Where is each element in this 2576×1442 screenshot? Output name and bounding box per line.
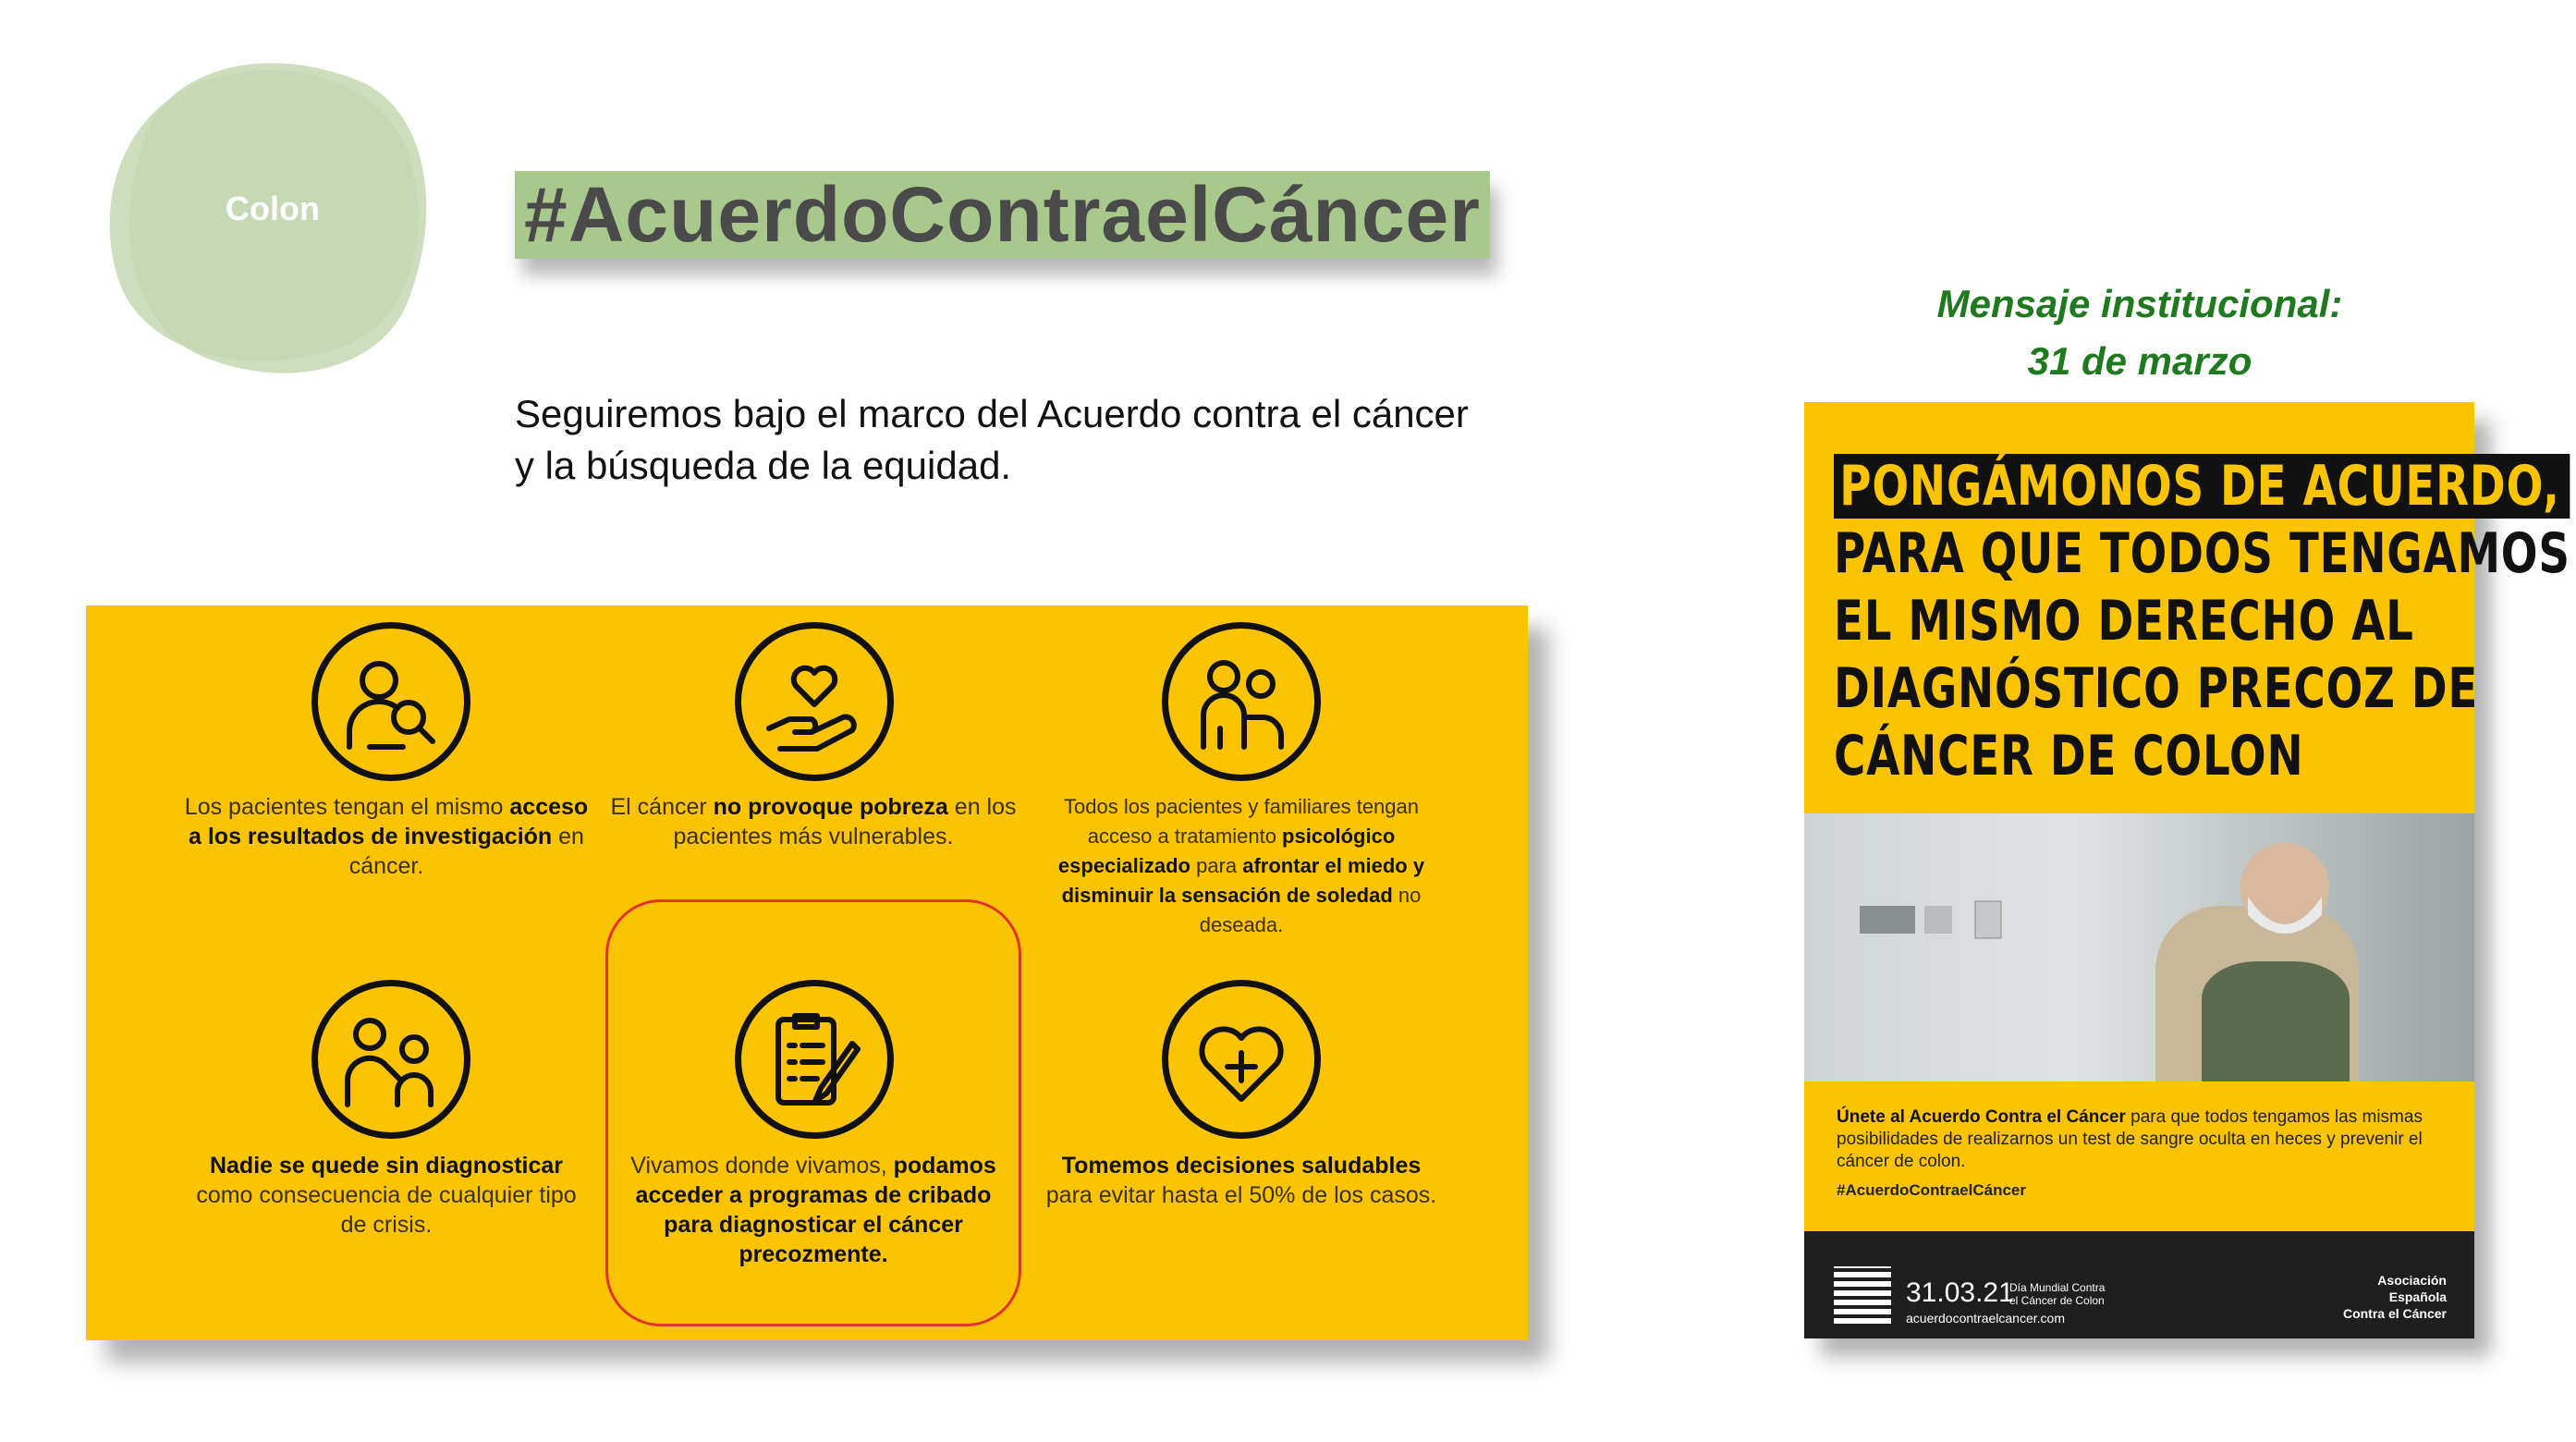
info-cell-text-run: acceso a los resultados de investigación: [189, 794, 589, 849]
poster-day-line: Día Mundial Contra: [2009, 1281, 2106, 1294]
doctor-stethoscope-icon: [311, 980, 470, 1139]
poster-headline-line: EL MISMO DERECHO AL: [1834, 589, 2414, 654]
info-cell-poverty: [610, 792, 1017, 851]
poster-day-label: [2009, 1281, 2105, 1307]
badge-label: Colon: [226, 189, 320, 227]
info-cell-text-run: El cáncer: [610, 794, 714, 820]
info-cell-text-run: para evitar hasta el 50% de los casos.: [1045, 1182, 1437, 1208]
message-line-1: Mensaje institucional:: [1936, 282, 2343, 325]
hand-heart-icon: [735, 622, 894, 781]
heart-cross-icon: [1162, 980, 1321, 1139]
info-cell-text: [1046, 1153, 1436, 1208]
info-cell-text-run: afrontar el miedo y disminuir la sensación de soledad: [1061, 854, 1425, 907]
poster-body-rest: para que todos tengamos las mismas posibilidades de realizarnos un test de sangre oculta en heces y prevenir el cáncer de colon.: [1837, 1107, 2423, 1171]
poster-headline-line: PONGÁMONOS DE ACUERDO,: [1834, 454, 2570, 519]
poster-date: 31.03.21: [1906, 1277, 2014, 1308]
poster-body-bold: Únete al Acuerdo Contra el Cáncer: [1837, 1107, 2126, 1127]
info-cell-screening: [610, 1151, 1017, 1269]
info-cell-text-run: Nadie se quede sin diagnosticar: [209, 1153, 564, 1179]
intro-text: Seguiremos bajo el marco del Acuerdo contra el cáncer y la búsqueda de la equidad.: [515, 392, 1469, 487]
patient-photo: [1804, 813, 2474, 1082]
info-cell-text: [610, 794, 1016, 849]
info-cell-text-run: Los pacientes tengan el mismo: [184, 794, 510, 820]
info-cell-text-run: podamos acceder a programas de cribado para diagnosticar el cáncer precozmente.: [635, 1153, 996, 1267]
info-cell-text-run: como consecuencia de cualquier tipo de crisis.: [196, 1182, 577, 1238]
info-cell-research: [183, 792, 590, 881]
poster-footer: [1804, 1231, 2474, 1338]
info-cell-text-run: en los pacientes más vulnerables.: [673, 794, 1017, 849]
poster-headline-line: PARA QUE TODOS TENGAMOS: [1834, 521, 2570, 586]
org-line: Asociación: [2377, 1273, 2447, 1288]
institutional-message: [1825, 275, 2454, 390]
org-line: Española: [2388, 1289, 2447, 1304]
info-cell-text-run: en cáncer.: [348, 824, 584, 879]
infographic-panel: [86, 605, 1528, 1340]
poster-day-line: el Cáncer de Colon: [2009, 1294, 2105, 1307]
info-cell-psychology: [1038, 792, 1445, 940]
org-line: Contra el Cáncer: [2342, 1306, 2447, 1321]
info-cell-healthy: [1038, 1151, 1445, 1210]
clipboard-pen-icon: [735, 980, 894, 1139]
info-cell-text-run: no deseada.: [1199, 884, 1422, 936]
poster-headline-line: DIAGNÓSTICO PRECOZ DE: [1834, 656, 2479, 721]
info-cell-text-run: Vivamos donde vivamos,: [630, 1153, 894, 1179]
info-cell-text: [630, 1153, 996, 1267]
qr-code-icon: [1834, 1266, 1891, 1324]
info-cell-text-run: Todos los pacientes y familiares tengan acceso a tratamiento: [1064, 795, 1419, 848]
aecc-logo-text: [2343, 1272, 2447, 1322]
message-line-2: 31 de marzo: [2027, 339, 2252, 383]
info-cell-text-run: no provoque pobreza: [713, 794, 948, 820]
poster-headline: [1834, 453, 2570, 790]
poster-hashtag: #AcuerdoContraelCáncer: [1837, 1181, 2027, 1199]
people-support-icon: [1162, 622, 1321, 781]
info-cell-text: [185, 794, 588, 879]
colon-badge: [88, 42, 458, 402]
poster-headline-line: CÁNCER DE COLON: [1834, 724, 2304, 788]
info-cell-text-run: psicológico especializado: [1057, 825, 1396, 877]
poster-url[interactable]: acuerdocontraelcancer.com: [1906, 1311, 2065, 1326]
poster-body: [1837, 1106, 2437, 1173]
info-cell-text-run: Tomemos decisiones saludables: [1061, 1153, 1422, 1179]
researcher-magnifier-icon: [311, 622, 470, 781]
info-cell-diagnosis: [183, 1151, 590, 1240]
info-cell-text: [196, 1153, 576, 1238]
info-cell-text-run: para: [1190, 854, 1243, 877]
info-cell-text: [1058, 795, 1424, 936]
hashtag-title: #AcuerdoContraelCáncer: [515, 171, 1490, 259]
campaign-poster: [1804, 402, 2570, 1338]
